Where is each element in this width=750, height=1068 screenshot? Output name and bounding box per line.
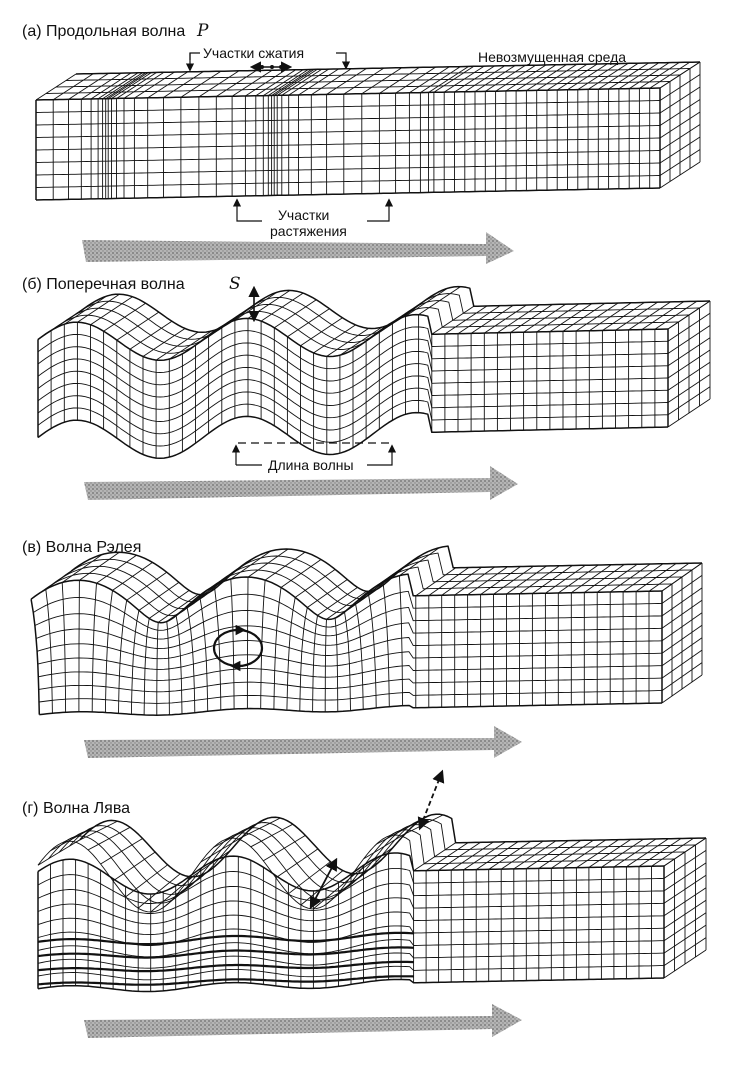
grid-line: [351, 848, 393, 877]
grid-line: [368, 592, 376, 708]
grid-line: [406, 288, 448, 316]
grid-line: [71, 546, 702, 595]
grid-line: [33, 591, 662, 630]
grid-line: [345, 612, 351, 711]
grid-line: [187, 606, 195, 712]
grid-line: [196, 317, 238, 345]
grid-line: [383, 554, 423, 582]
grid-line: [335, 618, 338, 712]
grid-line: [36, 176, 660, 188]
grid-line: [62, 583, 65, 713]
grid-line: [231, 579, 234, 709]
grid-line: [263, 835, 305, 860]
panel-p-wave: [22, 21, 700, 264]
rayleigh-propagation-arrow: [84, 726, 522, 758]
grid-line: [368, 564, 408, 592]
compression-motion-arrow: [252, 65, 290, 69]
grid-line: [131, 610, 139, 714]
grid-line: [51, 303, 93, 331]
grid-line: [399, 576, 402, 706]
grid-line: [36, 188, 660, 200]
grid-line: [66, 69, 690, 81]
rayleigh-particle-ellipse: [214, 630, 262, 666]
grid-line: [176, 616, 182, 714]
grid-line: [176, 588, 216, 616]
grid-line: [335, 590, 375, 618]
compression-label: Участки сжатия: [203, 45, 305, 61]
grid-line: [345, 584, 385, 612]
rarefaction-label-line2: растяжения: [270, 223, 347, 239]
wavelength-label: Длина волны: [268, 457, 354, 473]
grid-line: [200, 596, 208, 712]
grid-line: [247, 577, 248, 709]
panel-rayleigh-title: (в) Волна Рэлея: [22, 539, 142, 556]
love-wave-block: [38, 814, 706, 991]
grid-line: [92, 583, 96, 712]
grid-line: [36, 151, 660, 163]
grid-line: [46, 589, 53, 713]
panel-s-wave: [22, 274, 710, 500]
grid-line: [36, 126, 660, 138]
grid-line: [113, 852, 155, 881]
panel-love-wave: [22, 772, 706, 1038]
grid-line: [355, 575, 395, 603]
grid-line: [51, 828, 93, 851]
grid-line: [35, 607, 662, 639]
grid-line: [401, 815, 443, 836]
s-wave-block: [38, 287, 710, 459]
grid-line: [188, 851, 230, 880]
grid-line: [157, 622, 158, 715]
grid-line: [287, 597, 295, 710]
grid-line: [105, 590, 112, 712]
panel-p-symbol: P: [197, 21, 209, 41]
panel-s-symbol: S: [229, 274, 241, 294]
grid-line: [31, 599, 39, 714]
grid-line: [274, 588, 281, 710]
grid-line: [79, 580, 80, 712]
grid-line: [383, 582, 389, 707]
love-propagation-arrow: [84, 1004, 522, 1038]
panel-p-title: (а) Продольная волна: [22, 23, 186, 40]
grid-line: [36, 101, 660, 113]
grid-line: [325, 619, 326, 712]
grid-line: [200, 568, 240, 596]
grid-line: [235, 292, 277, 320]
p-wave-block: [36, 62, 700, 200]
grid-line: [213, 825, 255, 848]
grid-line: [214, 586, 220, 710]
grid-line: [251, 824, 293, 847]
grid-line: [226, 818, 268, 839]
grid-line: [238, 818, 280, 839]
grid-line: [276, 849, 318, 878]
panel-s-title: (б) Поперечная волна: [22, 276, 185, 293]
rarefaction-label-line1: Участки: [278, 207, 330, 223]
grid-line: [36, 163, 660, 175]
grid-line: [36, 623, 662, 649]
grid-line: [144, 618, 149, 715]
grid-line: [376, 822, 418, 845]
grid-line: [167, 593, 207, 621]
grid-line: [36, 113, 660, 125]
grid-line: [36, 138, 660, 150]
grid-line: [64, 296, 106, 324]
grid-line: [313, 615, 318, 711]
grid-line: [366, 313, 408, 341]
grid-line: [355, 603, 363, 710]
panel-love-title: (г) Волна Лява: [22, 800, 131, 817]
grid-line: [101, 839, 143, 865]
grid-line: [167, 621, 170, 714]
panel-rayleigh-wave: [22, 539, 702, 758]
undisturbed-label: Невозмущенная среда: [478, 49, 627, 65]
rayleigh-wave-block: [31, 546, 702, 715]
grid-line: [151, 877, 193, 912]
grid-line: [76, 821, 118, 842]
grid-line: [300, 608, 308, 712]
grid-line: [119, 600, 127, 713]
